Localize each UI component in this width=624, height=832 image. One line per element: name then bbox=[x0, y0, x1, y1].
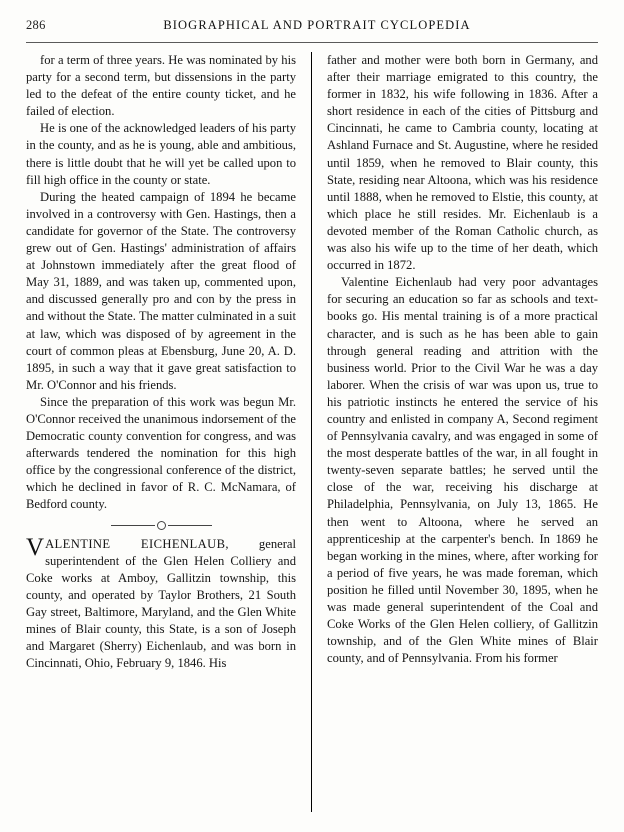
divider-line-left bbox=[111, 525, 155, 526]
paragraph: father and mother were both born in Germany, and after their marriage emigrated to this country, the former in 1832, his wife following in 1836. After a short residence in each of the cities of Pittsburg and Cincinnati, he came to Cambria county, locating at Ashland Furnace and St. Augustine, where he resided until 1859, when he removed to Blair county, this State, residing near Altoona, which was his residence until 1888, when he removed to Elstie, this county, at which place he still resides. Mr. Eichenlaub is a devoted member of the Roman Catholic church, as was also his wife up to the time of her death, which occurred in 1872. bbox=[327, 53, 598, 273]
drop-cap: V bbox=[26, 533, 45, 561]
entry-headword: ALENTINE EICHENLAUB, bbox=[45, 536, 229, 551]
left-column bbox=[26, 52, 312, 812]
running-title: BIOGRAPHICAL AND PORTRAIT CYCLOPEDIA bbox=[163, 18, 471, 32]
paragraph: During the heated campaign of 1894 he became involved in a controversy with Gen. Hastings, then a candidate for governor of the State. The controversy grew out of Gen. Hastings' administration of affairs at Johnstown immediately after the great flood of May 31, 1889, and was taken up, commented upon, and discussed generally pro and con by the press in and without the State. The matter culminated in a suit at law, which was disposed of by agreement in the court of common pleas at Ebensburg, June 20, A. D. 1895, in such a way that it gave great satisfaction to Mr. O'Connor and his friends. bbox=[26, 189, 296, 392]
paragraph: Valentine Eichenlaub had very poor advantages for securing an education so far as schools and text-books go. His mental training is of a more practical character, and is such as he has been able to gain through general reading and attrition with the business world. Prior to the Civil War he was a day laborer. When the crisis of war was upon us, true to his patriotic instincts he entered the service of his country and enlisted in company A, Second regiment of Pennsylvania cavalry, and was engaged in some of the most desperate battles of the war, in all fought in twenty-seven separate battles; he served until the close of the war, receiving his discharge at Philadelphia, Pennsylvania, on July 13, 1865. He then went to Altoona, where he served an apprenticeship at the carpenter's bench. In 1869 he began working in the mines, where, after working for a period of five years, he was made foreman, which position he filled until November 30, 1895, when he was made general superintendent of the Coal and Coke Works of the Glen Helen colliery, of Gallitzin township, and of the Glen White mines of Blair county, and of Pennsylvania. From his former bbox=[327, 275, 598, 666]
right-column bbox=[312, 52, 598, 812]
page-header bbox=[26, 18, 598, 38]
page-number: 286 bbox=[26, 18, 46, 32]
paragraph: He is one of the acknowledged leaders of his party in the county, and as he is young, able and ambitious, there is little doubt that he will yet be called upon to fill high office in the county or state. bbox=[26, 121, 296, 187]
header-rule bbox=[26, 42, 598, 43]
paragraph: Since the preparation of this work was begun Mr. O'Connor received the unanimous indorsement of the Democratic county convention for congress, and was afterwards tendered the nomination for this high office by the congressional conference of the district, which he declined in favor of R. C. McNamara, of Bedford county. bbox=[26, 394, 296, 512]
biography-entry bbox=[26, 533, 296, 673]
section-divider-ornament bbox=[26, 521, 296, 530]
entry-text: general superintendent of the Glen Helen Colliery and Coke works at Amboy, Gallitzin township, this county, and operated by Taylor Brothers, 21 South Gay street, Baltimore, Maryland, and the Glen White mines of Blair county, this State, is a son of Joseph and Margaret (Sherry) Eichenlaub, and was born in Cincinnati, Ohio, February 9, 1846. His bbox=[26, 536, 296, 671]
divider-line-right bbox=[168, 525, 212, 526]
divider-dot bbox=[157, 521, 166, 530]
two-column-body bbox=[26, 52, 598, 812]
paragraph: for a term of three years. He was nominated by his party for a second term, but dissensions in the party led to the defeat of the entire county ticket, and he failed of election. bbox=[26, 53, 296, 119]
